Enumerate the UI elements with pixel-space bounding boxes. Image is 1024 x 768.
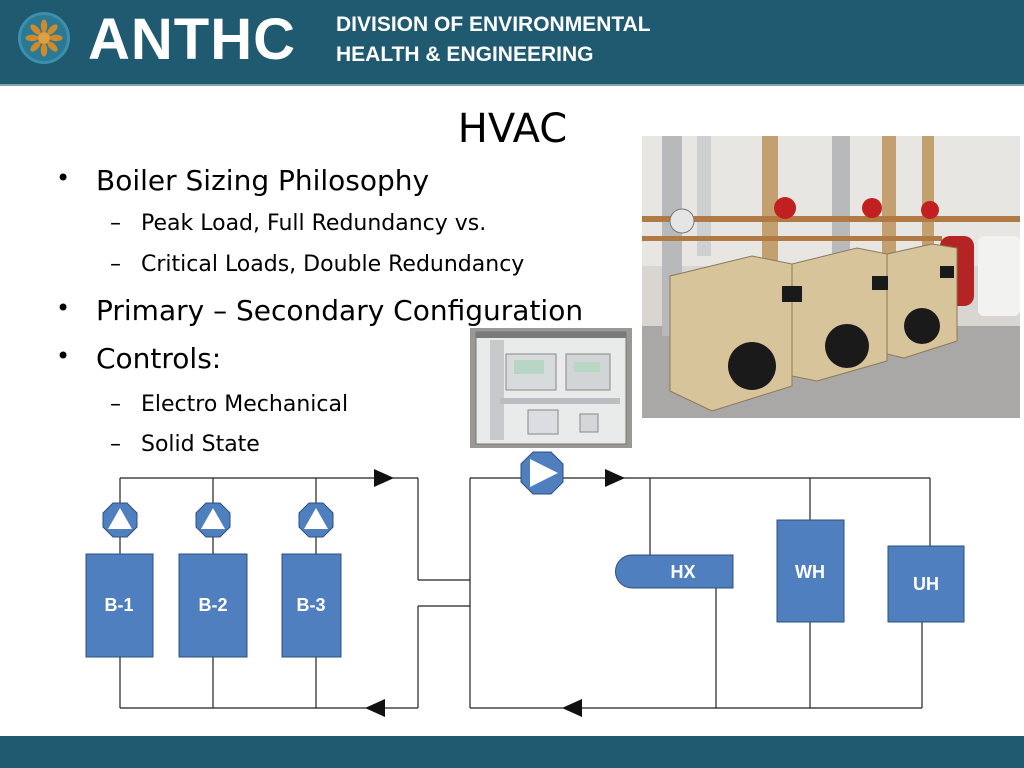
bullet-dot: • — [56, 342, 71, 370]
flow-arrow-icon — [365, 699, 385, 717]
bullet-text: Primary – Secondary Configuration — [96, 294, 584, 327]
bullet-dot: • — [56, 294, 71, 322]
bullet-text: Boiler Sizing Philosophy — [96, 164, 430, 197]
load-wh — [777, 520, 844, 622]
pump-icon — [299, 503, 333, 537]
sub-bullet-text: Solid State — [141, 432, 260, 457]
division-line-2: HEALTH & ENGINEERING — [336, 43, 594, 66]
sub-bullet-text: Electro Mechanical — [141, 392, 349, 417]
load-hx — [616, 555, 734, 588]
sub-bullet-dash: – — [110, 392, 121, 417]
sub-bullet-dash: – — [110, 432, 121, 457]
sub-bullet-dash: – — [110, 252, 121, 277]
slide-title: HVAC — [457, 106, 568, 152]
brand-name: ANTHC — [88, 7, 296, 72]
boiler-room-photo — [642, 136, 1020, 418]
boiler-b3 — [282, 554, 341, 657]
pump-icon — [196, 503, 230, 537]
piping-diagram — [0, 450, 1024, 740]
control-panel-photo — [470, 328, 632, 448]
sub-bullet-dash: – — [110, 211, 121, 236]
load-label: UH — [913, 574, 939, 594]
footer-bar — [0, 736, 1024, 768]
boiler-label: B-1 — [104, 595, 134, 615]
boiler-label: B-2 — [198, 595, 228, 615]
flow-arrow-icon — [374, 469, 394, 487]
bullet-text: Controls: — [96, 342, 222, 375]
flow-arrow-icon — [562, 699, 582, 717]
boiler-b2 — [179, 554, 247, 657]
boiler-label: B-3 — [296, 595, 326, 615]
boiler-b1 — [86, 554, 153, 657]
division-name — [336, 10, 651, 70]
pump-icon — [521, 452, 563, 494]
division-line-1: DIVISION OF ENVIRONMENTAL — [336, 13, 651, 36]
load-label: WH — [795, 562, 825, 582]
header-bar — [0, 0, 1024, 86]
anthc-emblem-icon — [18, 12, 70, 64]
flow-arrow-icon — [605, 469, 625, 487]
load-uh — [888, 546, 964, 622]
sub-bullet-text: Critical Loads, Double Redundancy — [141, 252, 525, 277]
sub-bullet-text: Peak Load, Full Redundancy vs. — [141, 211, 487, 236]
bullet-dot: • — [56, 164, 71, 192]
load-label: HX — [670, 562, 696, 582]
pump-icon — [103, 503, 137, 537]
